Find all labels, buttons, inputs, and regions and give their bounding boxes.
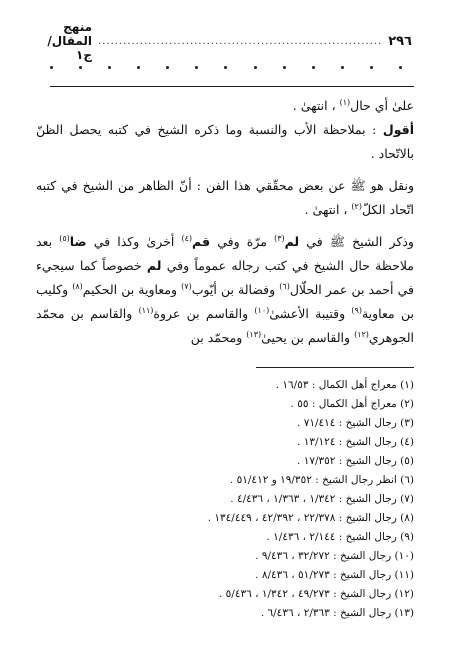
top-separator-rule	[50, 86, 414, 87]
footnote-item: (٩) رجال الشيخ : ٢/١٤٤ ، ١/٤٣٦ .	[266, 531, 414, 543]
footnote-ref[interactable]: (١٣)	[246, 329, 262, 339]
footnote-item: (١٠) رجال الشيخ : ٣٢/٢٧٢ ، ٩/٤٣٦ .	[255, 550, 414, 562]
footnote-item: (١١) رجال الشيخ : ٥١/٢٧٣ ، ٨/٤٣٦ .	[255, 569, 414, 581]
footnote-ref[interactable]: (٨)	[72, 281, 83, 291]
running-title: منهج المقال/ج١	[47, 20, 93, 62]
footnote-ref[interactable]: (١٠)	[254, 305, 270, 315]
footnote-item: (١٣) رجال الشيخ : ٢/٣٦٣ ، ٦/٤٣٦ .	[260, 607, 414, 619]
footnote-ref[interactable]: (١)	[339, 97, 351, 107]
footnote-ref[interactable]: (٢)	[351, 201, 362, 211]
footnote-ref[interactable]: (١١)	[138, 305, 154, 315]
footnote-item: (٨) رجال الشيخ : ٢٢/٣٧٨ ، ٤٢/٣٩٢ ، ١٣٤/٤٤٩ .	[207, 512, 414, 524]
footnote-ref[interactable]: (٦)	[279, 281, 290, 291]
footnote-item: (٤) رجال الشيخ : ١٣/١٢٤ .	[297, 436, 414, 448]
footnote-item: (١٢) رجال الشيخ : ٤٩/٢٧٣ ، ١/٣٤٢ ، ٥/٤٣٦ .	[218, 588, 414, 600]
main-text	[36, 94, 414, 350]
paragraph-1: علىٰ أي حال$^{(١)}$ ، انتهىٰ .	[292, 97, 414, 113]
footnote-ref[interactable]: (٣)	[274, 233, 285, 243]
footnote-ref[interactable]: (١٢)	[354, 329, 369, 339]
footnote-item: (٧) رجال الشيخ : ١/٣٤٢ ، ١/٣٦٣ ، ٤/٤٣٦ .	[230, 493, 414, 505]
footnote-ref[interactable]: (٤)	[181, 233, 193, 243]
footnote-ref[interactable]: (٧)	[181, 281, 192, 291]
footnote-ref[interactable]: (٩)	[351, 305, 362, 315]
page-header	[40, 20, 412, 62]
page-number: ٢٩٦	[388, 33, 412, 49]
continuation-dots	[50, 60, 402, 74]
footnote-separator-rule	[256, 367, 414, 368]
header-dot-leader: ....................................................................	[98, 35, 383, 47]
footnote-item: (٢) معراج أهل الكمال : ٥٥ .	[290, 398, 414, 410]
paragraph-2: أقول : بملاحظة الأب والنسبة وما ذكره الشيخ في كتبه يحصل الظنّ بالاتّحاد .	[36, 122, 414, 161]
footnotes-list	[40, 376, 414, 623]
paragraph-3: ونقل هو ﷺ عن بعض محقّقي هذا الفن : أنّ الظاهر من الشيخ في كتبه اتّحاد الكلّ$^{(٢)}$ ، انتهىٰ .	[36, 178, 414, 217]
footnote-item: (١) معراج أهل الكمال : ١٦/٥٣ .	[275, 379, 414, 391]
paragraph-4: وذكر الشيخ ﷺ في لم$^{(٣)}$ مرّة وفي قم$^{(٤)}$ أخرىٰ وكذا في ضا$^{(٥)}$ بعد ملاحظة حال الشيخ في كتب رجاله عموماً وفي لم خصوصاً كما سيجيء في أحمد بن عمر الحلّال$^{(٦)}$ وفضالة بن أيّوب$^{(٧)}$ ومعاوية بن الحكيم$^{(٨)}$ وكليب بن معاوية$^{(٩)}$ وقتيبة الأعشىٰ$^{(١٠)}$ والقاسم بن عروة$^{(١١)}$ والقاسم بن محمّد الجوهري$^{(١٢)}$ والقاسم بن يحيىٰ$^{(١٣)}$ ومحمّد بن	[36, 233, 414, 345]
footnote-item: (٥) رجال الشيخ : ١٧/٣٥٢ .	[297, 455, 414, 467]
footnote-ref[interactable]: (٥)	[59, 233, 70, 243]
footnote-item: (٣) رجال الشيخ : ٧١/٤١٤ .	[297, 417, 414, 429]
footnote-item: (٦) انظر رجال الشيخ : ١٩/٣٥٢ و ٥١/٤١٢ .	[229, 474, 414, 486]
